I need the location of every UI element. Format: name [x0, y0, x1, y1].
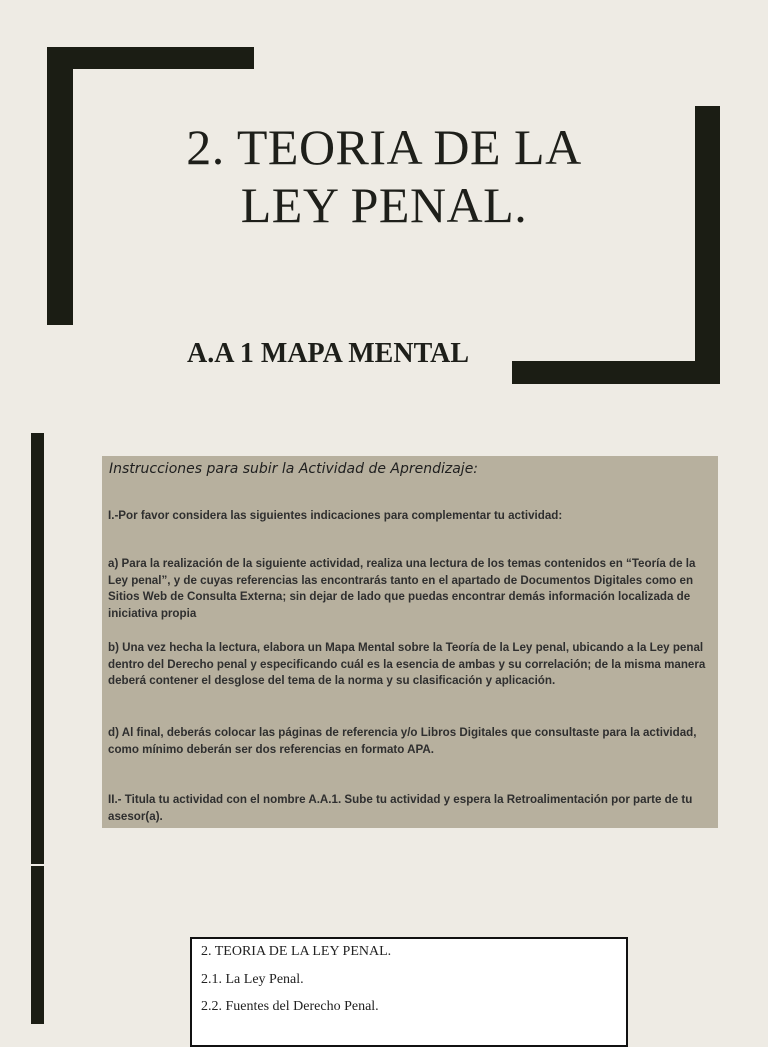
instructions-paragraph-a: a) Para la realización de la siguiente actividad, realiza una lectura de los temas contenidos en “Teoría de la Ley penal”, y de cuyas referencias las encontrarás tanto en el apartado de Documentos Digitales como en Sitios Web de Consulta Externa; sin dejar de lado que puedas encontrar demás información localizada de iniciativa propia	[108, 557, 696, 620]
slide-subtitle: A.A 1 MAPA MENTAL	[187, 338, 470, 369]
toc-item: 2.2. Fuentes del Derecho Penal.	[201, 999, 379, 1014]
table-of-contents	[190, 937, 628, 1047]
slide-title-line-2: LEY PENAL.	[240, 177, 528, 233]
instructions-heading: Instrucciones para subir la Actividad de Aprendizaje:	[109, 461, 479, 477]
left-side-bar-lower	[31, 866, 44, 1024]
instructions-paragraph-1: I.-Por favor considera las siguientes indicaciones para complementar tu actividad:	[108, 509, 563, 522]
toc-item: 2. TEORIA DE LA LEY PENAL.	[201, 944, 392, 959]
toc-item: 2.1. La Ley Penal.	[201, 972, 304, 987]
instructions-paragraph-d: d) Al final, deberás colocar las páginas de referencia y/o Libros Digitales que consultaste para la actividad, como mínimo deberán ser dos referencias en formato APA.	[108, 726, 697, 756]
left-side-bar-upper	[31, 433, 44, 864]
slide-title-line-1: 2. TEORIA DE LA	[186, 119, 582, 175]
instructions-box	[102, 456, 718, 828]
slide-title	[0, 118, 768, 234]
instructions-paragraph-2: II.- Titula tu actividad con el nombre A.A.1. Sube tu actividad y espera la Retroalimentación por parte de tu asesor(a).	[108, 793, 693, 823]
frame-top-left-horizontal	[47, 47, 254, 69]
instructions-paragraph-b: b) Una vez hecha la lectura, elabora un Mapa Mental sobre la Teoría de la Ley penal, ubicando a la Ley penal dentro del Derecho penal y especificando cuál es la esencia de ambas y su correlación; de la misma manera deberá contener el desglose del tema de la norma y su clasificación y aplicación.	[108, 641, 706, 687]
frame-bottom-right-horizontal	[512, 361, 720, 384]
